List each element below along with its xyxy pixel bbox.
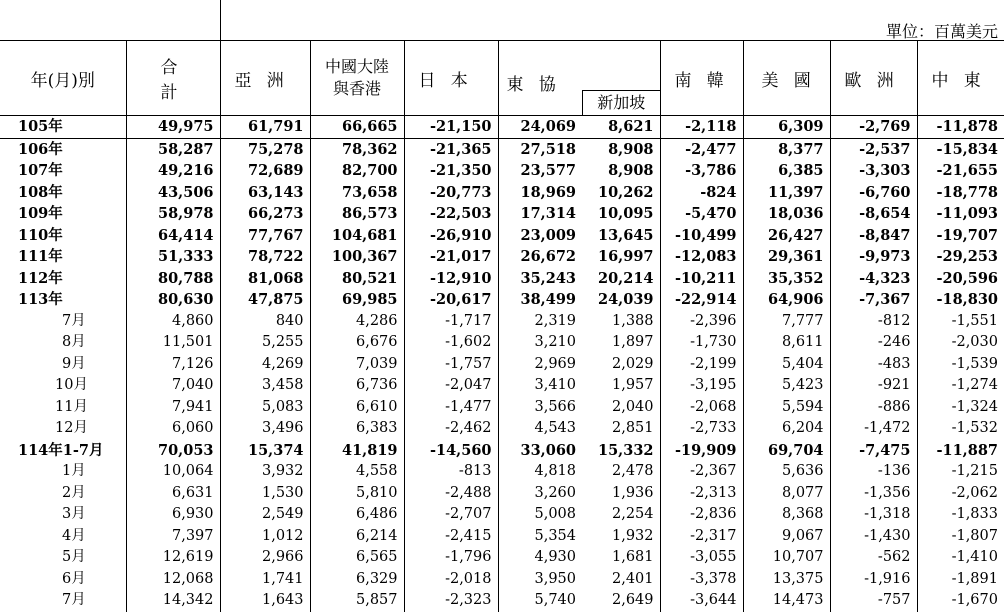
cell-asia: 78,722	[220, 246, 310, 268]
cell-mideast: -1,532	[951, 420, 998, 437]
cell-singapore: 2,851	[582, 418, 660, 440]
cell-europe: -4,323	[830, 268, 917, 290]
cell-mideast: -29,253	[936, 248, 998, 266]
cell-korea: -10,211	[660, 268, 743, 290]
cell-mideast: -21,655	[936, 162, 998, 180]
cell-asean: 18,969	[520, 183, 576, 201]
cell-china-hk: 6,214	[310, 526, 404, 548]
cell-korea: -12,083	[660, 246, 743, 268]
cell-europe: -2,537	[830, 138, 917, 160]
cell-asean: 17,314	[520, 205, 576, 223]
cell-japan: -20,617	[404, 289, 498, 311]
cell-china-hk: 4,558	[310, 461, 404, 483]
row-period-label: 109年	[0, 203, 126, 225]
cell-europe: -3,303	[830, 160, 917, 182]
cell-usa: 6,309	[743, 116, 830, 139]
cell-korea: -2,118	[660, 116, 743, 139]
cell-europe: -812	[830, 311, 917, 333]
row-period-label: 105年	[0, 116, 126, 139]
cell-total: 4,860	[126, 311, 220, 333]
cell-china-hk: 4,286	[310, 311, 404, 333]
table-header-row	[0, 41, 1004, 116]
cell-china-hk: 7,039	[310, 354, 404, 376]
row-period-label: 108年	[0, 182, 126, 204]
cell-asean: 26,672	[520, 248, 576, 266]
cell-china-hk: 5,857	[310, 590, 404, 612]
cell-korea: -5,470	[660, 203, 743, 225]
cell-singapore: 1,681	[582, 547, 660, 569]
table-row	[0, 246, 1004, 268]
cell-singapore: 8,621	[582, 116, 660, 139]
cell-japan: -14,560	[404, 440, 498, 462]
cell-japan: -2,707	[404, 504, 498, 526]
cell-china-hk: 100,367	[310, 246, 404, 268]
table-row	[0, 182, 1004, 204]
table-row	[0, 138, 1004, 160]
cell-total: 12,068	[126, 569, 220, 591]
cell-usa: 69,704	[743, 440, 830, 462]
cell-asia: 5,255	[220, 332, 310, 354]
cell-singapore: 1,957	[582, 375, 660, 397]
cell-total: 49,216	[126, 160, 220, 182]
cell-china-hk: 6,736	[310, 375, 404, 397]
cell-europe: -757	[830, 590, 917, 612]
cell-korea: -1,730	[660, 332, 743, 354]
cell-asia: 3,932	[220, 461, 310, 483]
table-row	[0, 116, 1004, 139]
row-period-label: 2月	[0, 483, 126, 505]
cell-china-hk: 69,985	[310, 289, 404, 311]
cell-usa: 14,473	[743, 590, 830, 612]
cell-japan: -813	[404, 461, 498, 483]
cell-asean: 3,410	[534, 377, 576, 394]
cell-europe: -9,973	[830, 246, 917, 268]
cell-asean: 33,060	[520, 441, 576, 459]
cell-total: 6,060	[126, 418, 220, 440]
header-asia: 亞洲	[220, 41, 310, 116]
cell-asia: 1,741	[220, 569, 310, 591]
cell-europe: -2,769	[830, 116, 917, 139]
cell-asia: 15,374	[220, 440, 310, 462]
cell-korea: -3,786	[660, 160, 743, 182]
table-row	[0, 461, 1004, 483]
cell-japan: -1,477	[404, 397, 498, 419]
cell-japan: -21,350	[404, 160, 498, 182]
cell-usa: 8,077	[743, 483, 830, 505]
cell-total: 7,397	[126, 526, 220, 548]
cell-asia: 2,549	[220, 504, 310, 526]
header-period: 年(月)別	[0, 41, 126, 116]
cell-mideast: -15,834	[936, 140, 998, 158]
cell-singapore: 1,388	[582, 311, 660, 333]
cell-asia: 81,068	[220, 268, 310, 290]
cell-asia: 77,767	[220, 225, 310, 247]
cell-china-hk: 6,329	[310, 569, 404, 591]
cell-singapore: 1,932	[582, 526, 660, 548]
header-europe: 歐洲	[830, 41, 917, 116]
header-usa: 美國	[743, 41, 830, 116]
cell-china-hk: 78,362	[310, 138, 404, 160]
cell-asia: 4,269	[220, 354, 310, 376]
header-singapore: 新加坡	[582, 90, 660, 115]
cell-asean: 4,930	[534, 549, 576, 566]
cell-singapore: 16,997	[582, 246, 660, 268]
cell-mideast: -1,891	[951, 570, 998, 587]
cell-korea: -2,317	[660, 526, 743, 548]
cell-japan: -21,017	[404, 246, 498, 268]
cell-singapore: 2,029	[582, 354, 660, 376]
cell-japan: -2,047	[404, 375, 498, 397]
cell-mideast: -11,093	[936, 205, 998, 223]
cell-asia: 47,875	[220, 289, 310, 311]
cell-usa: 64,906	[743, 289, 830, 311]
cell-europe: -7,367	[830, 289, 917, 311]
cell-singapore: 1,936	[582, 483, 660, 505]
table-row	[0, 225, 1004, 247]
cell-korea: -2,068	[660, 397, 743, 419]
table-row	[0, 569, 1004, 591]
cell-usa: 5,423	[743, 375, 830, 397]
table-row	[0, 289, 1004, 311]
header-total: 合計	[126, 41, 220, 116]
cell-europe: -8,847	[830, 225, 917, 247]
cell-usa: 10,707	[743, 547, 830, 569]
cell-singapore: 24,039	[582, 289, 660, 311]
cell-japan: -1,717	[404, 311, 498, 333]
cell-korea: -2,836	[660, 504, 743, 526]
cell-china-hk: 104,681	[310, 225, 404, 247]
cell-total: 80,630	[126, 289, 220, 311]
cell-europe: -1,472	[830, 418, 917, 440]
cell-singapore: 20,214	[582, 268, 660, 290]
cell-asia: 61,791	[220, 116, 310, 139]
cell-usa: 5,404	[743, 354, 830, 376]
cell-europe: -562	[830, 547, 917, 569]
row-period-label: 112年	[0, 268, 126, 290]
cell-usa: 7,777	[743, 311, 830, 333]
cell-mideast: -1,410	[951, 549, 998, 566]
cell-japan: -2,018	[404, 569, 498, 591]
cell-mideast: -20,596	[936, 269, 998, 287]
cell-singapore: 2,254	[582, 504, 660, 526]
cell-total: 7,941	[126, 397, 220, 419]
cell-asean: 24,069	[498, 116, 582, 139]
table-row	[0, 354, 1004, 376]
cell-japan: -12,910	[404, 268, 498, 290]
cell-asia: 1,012	[220, 526, 310, 548]
cell-japan: -2,488	[404, 483, 498, 505]
cell-korea: -2,396	[660, 311, 743, 333]
cell-asean: 38,499	[520, 291, 576, 309]
cell-korea: -3,378	[660, 569, 743, 591]
table-row	[0, 440, 1004, 462]
cell-asean: 4,818	[534, 463, 576, 480]
table-row	[0, 203, 1004, 225]
cell-mideast: -11,887	[936, 441, 998, 459]
cell-total: 10,064	[126, 461, 220, 483]
cell-china-hk: 5,810	[310, 483, 404, 505]
column-divider	[220, 0, 221, 41]
cell-china-hk: 6,383	[310, 418, 404, 440]
table-row	[0, 590, 1004, 612]
cell-usa: 13,375	[743, 569, 830, 591]
cell-usa: 18,036	[743, 203, 830, 225]
cell-mideast: -18,778	[936, 183, 998, 201]
cell-total: 80,788	[126, 268, 220, 290]
row-period-label: 11月	[0, 397, 126, 419]
cell-mideast: -1,539	[951, 355, 998, 372]
cell-asia: 72,689	[220, 160, 310, 182]
cell-europe: -921	[830, 375, 917, 397]
cell-china-hk: 6,610	[310, 397, 404, 419]
cell-asean: 3,566	[534, 398, 576, 415]
cell-mideast: -18,830	[936, 291, 998, 309]
cell-europe: -7,475	[830, 440, 917, 462]
table-row	[0, 547, 1004, 569]
cell-usa: 8,377	[743, 138, 830, 160]
cell-korea: -824	[660, 182, 743, 204]
row-period-label: 106年	[0, 138, 126, 160]
cell-mideast: -1,670	[951, 592, 998, 609]
cell-total: 7,040	[126, 375, 220, 397]
cell-china-hk: 86,573	[310, 203, 404, 225]
cell-japan: -2,323	[404, 590, 498, 612]
cell-asia: 63,143	[220, 182, 310, 204]
cell-singapore: 10,262	[582, 182, 660, 204]
table-row	[0, 418, 1004, 440]
cell-asean: 3,260	[534, 484, 576, 501]
cell-japan: -1,602	[404, 332, 498, 354]
cell-asean: 35,243	[520, 269, 576, 287]
cell-total: 7,126	[126, 354, 220, 376]
cell-asia: 840	[220, 311, 310, 333]
cell-mideast: -2,030	[951, 334, 998, 351]
row-period-label: 8月	[0, 332, 126, 354]
row-period-label: 5月	[0, 547, 126, 569]
table-row	[0, 504, 1004, 526]
cell-mideast: -1,274	[951, 377, 998, 394]
row-period-label: 7月	[0, 311, 126, 333]
row-period-label: 1月	[0, 461, 126, 483]
cell-asean: 5,354	[534, 527, 576, 544]
cell-europe: -136	[830, 461, 917, 483]
cell-asia: 1,643	[220, 590, 310, 612]
cell-usa: 35,352	[743, 268, 830, 290]
cell-europe: -1,430	[830, 526, 917, 548]
cell-asean: 2,319	[534, 312, 576, 329]
cell-total: 70,053	[126, 440, 220, 462]
cell-asean: 5,008	[534, 506, 576, 523]
cell-usa: 6,204	[743, 418, 830, 440]
cell-korea: -2,367	[660, 461, 743, 483]
unit-label: 單位：百萬美元	[885, 22, 998, 41]
cell-japan: -26,910	[404, 225, 498, 247]
cell-asean: 27,518	[520, 140, 576, 158]
cell-japan: -1,757	[404, 354, 498, 376]
cell-usa: 29,361	[743, 246, 830, 268]
cell-mideast: -1,833	[951, 506, 998, 523]
row-period-label: 7月	[0, 590, 126, 612]
table-row	[0, 397, 1004, 419]
cell-korea: -2,733	[660, 418, 743, 440]
cell-mideast: -2,062	[951, 484, 998, 501]
cell-asia: 3,496	[220, 418, 310, 440]
row-period-label: 107年	[0, 160, 126, 182]
cell-asia: 3,458	[220, 375, 310, 397]
cell-asean: 23,009	[520, 226, 576, 244]
cell-singapore: 1,897	[582, 332, 660, 354]
cell-usa: 5,594	[743, 397, 830, 419]
cell-korea: -3,195	[660, 375, 743, 397]
cell-singapore: 8,908	[582, 160, 660, 182]
header-singapore-col	[582, 41, 660, 116]
cell-china-hk: 6,676	[310, 332, 404, 354]
header-japan: 日本	[404, 41, 498, 116]
table-row	[0, 311, 1004, 333]
cell-europe: -6,760	[830, 182, 917, 204]
row-period-label: 4月	[0, 526, 126, 548]
cell-usa: 26,427	[743, 225, 830, 247]
row-period-label: 10月	[0, 375, 126, 397]
table-row	[0, 375, 1004, 397]
table-row	[0, 268, 1004, 290]
cell-singapore: 13,645	[582, 225, 660, 247]
table-row	[0, 160, 1004, 182]
cell-total: 6,930	[126, 504, 220, 526]
header-korea: 南韓	[660, 41, 743, 116]
cell-china-hk: 66,665	[310, 116, 404, 139]
header-mideast: 中東	[917, 41, 1004, 116]
cell-china-hk: 41,819	[310, 440, 404, 462]
cell-japan: -20,773	[404, 182, 498, 204]
cell-mideast: -1,324	[951, 398, 998, 415]
header-china-hk-line2: 與香港	[332, 79, 381, 98]
row-period-label: 12月	[0, 418, 126, 440]
cell-total: 12,619	[126, 547, 220, 569]
cell-europe: -483	[830, 354, 917, 376]
cell-usa: 11,397	[743, 182, 830, 204]
cell-total: 14,342	[126, 590, 220, 612]
cell-china-hk: 82,700	[310, 160, 404, 182]
cell-usa: 8,611	[743, 332, 830, 354]
cell-china-hk: 80,521	[310, 268, 404, 290]
cell-asean: 3,950	[534, 570, 576, 587]
row-period-label: 9月	[0, 354, 126, 376]
cell-total: 64,414	[126, 225, 220, 247]
cell-singapore: 8,908	[582, 138, 660, 160]
table-row	[0, 526, 1004, 548]
cell-total: 51,333	[126, 246, 220, 268]
row-period-label: 3月	[0, 504, 126, 526]
cell-mideast: -11,878	[917, 116, 1004, 139]
cell-singapore: 15,332	[582, 440, 660, 462]
cell-europe: -246	[830, 332, 917, 354]
row-period-label: 111年	[0, 246, 126, 268]
cell-mideast: -1,551	[951, 312, 998, 329]
cell-total: 43,506	[126, 182, 220, 204]
cell-singapore: 2,401	[582, 569, 660, 591]
cell-europe: -1,916	[830, 569, 917, 591]
row-period-label: 114年1-7月	[0, 440, 126, 462]
cell-singapore: 10,095	[582, 203, 660, 225]
cell-usa: 8,368	[743, 504, 830, 526]
cell-total: 49,975	[126, 116, 220, 139]
cell-singapore: 2,040	[582, 397, 660, 419]
cell-japan: -21,150	[404, 116, 498, 139]
cell-total: 58,978	[126, 203, 220, 225]
cell-total: 11,501	[126, 332, 220, 354]
cell-usa: 9,067	[743, 526, 830, 548]
cell-asean: 5,740	[534, 592, 576, 609]
cell-usa: 5,636	[743, 461, 830, 483]
cell-korea: -2,313	[660, 483, 743, 505]
cell-japan: -2,462	[404, 418, 498, 440]
row-period-label: 110年	[0, 225, 126, 247]
header-asean: 東協	[498, 41, 582, 116]
cell-asean: 2,969	[534, 355, 576, 372]
cell-europe: -1,318	[830, 504, 917, 526]
cell-europe: -886	[830, 397, 917, 419]
cell-china-hk: 73,658	[310, 182, 404, 204]
cell-asia: 1,530	[220, 483, 310, 505]
cell-usa: 6,385	[743, 160, 830, 182]
cell-asia: 66,273	[220, 203, 310, 225]
row-period-label: 113年	[0, 289, 126, 311]
cell-korea: -2,477	[660, 138, 743, 160]
cell-korea: -3,055	[660, 547, 743, 569]
table-row	[0, 332, 1004, 354]
cell-singapore: 2,649	[582, 590, 660, 612]
cell-korea: -10,499	[660, 225, 743, 247]
cell-japan: -22,503	[404, 203, 498, 225]
cell-asia: 5,083	[220, 397, 310, 419]
cell-china-hk: 6,486	[310, 504, 404, 526]
cell-europe: -8,654	[830, 203, 917, 225]
cell-total: 6,631	[126, 483, 220, 505]
cell-japan: -2,415	[404, 526, 498, 548]
trade-balance-table	[0, 40, 1004, 612]
row-period-label: 6月	[0, 569, 126, 591]
cell-asean: 3,210	[534, 334, 576, 351]
cell-korea: -19,909	[660, 440, 743, 462]
cell-korea: -3,644	[660, 590, 743, 612]
cell-singapore: 2,478	[582, 461, 660, 483]
cell-asia: 75,278	[220, 138, 310, 160]
table-row	[0, 483, 1004, 505]
cell-japan: -21,365	[404, 138, 498, 160]
cell-korea: -2,199	[660, 354, 743, 376]
cell-asean: 23,577	[520, 162, 576, 180]
cell-korea: -22,914	[660, 289, 743, 311]
cell-asia: 2,966	[220, 547, 310, 569]
cell-mideast: -19,707	[936, 226, 998, 244]
cell-total: 58,287	[126, 138, 220, 160]
cell-mideast: -1,215	[951, 463, 998, 480]
cell-china-hk: 6,565	[310, 547, 404, 569]
cell-japan: -1,796	[404, 547, 498, 569]
header-china-hk-line1: 中國大陸	[324, 57, 389, 76]
header-china-hk	[310, 41, 404, 116]
cell-mideast: -1,807	[951, 527, 998, 544]
cell-asean: 4,543	[534, 420, 576, 437]
cell-europe: -1,356	[830, 483, 917, 505]
